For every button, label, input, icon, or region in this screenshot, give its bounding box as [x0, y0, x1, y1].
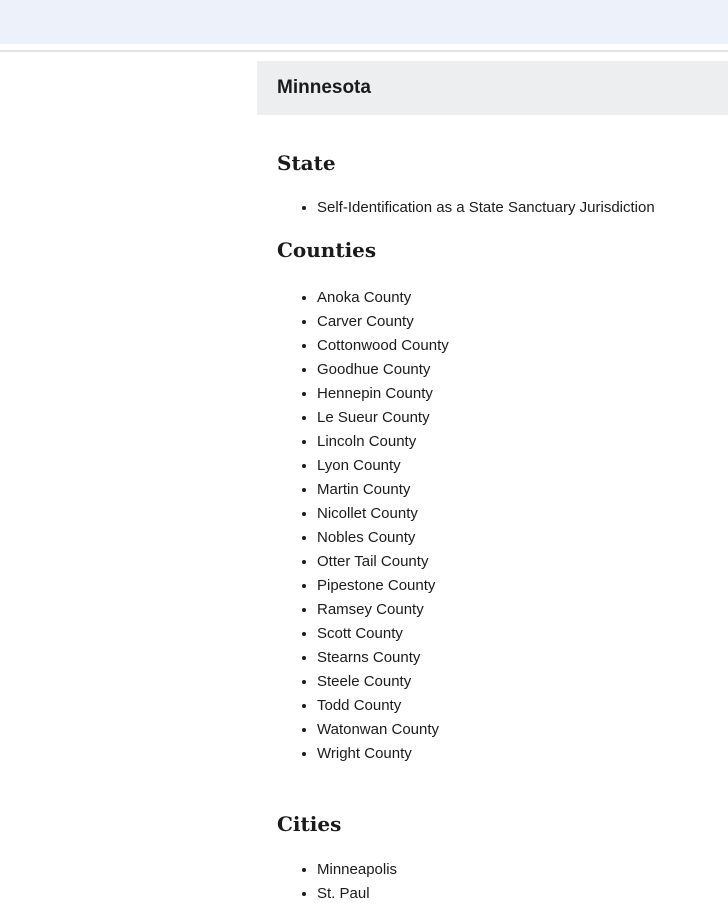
list-item: • Steele County — [317, 670, 728, 694]
list-item: • Le Sueur County — [317, 406, 728, 430]
list-item: • Pipestone County — [317, 574, 728, 598]
list-item: • Nobles County — [317, 526, 728, 550]
state-heading: State — [277, 151, 336, 175]
list-item: • Todd County — [317, 694, 728, 718]
list-item: • Wright County — [317, 742, 728, 766]
list-item: • Hennepin County — [317, 382, 728, 406]
list-item: • Anoka County — [317, 286, 728, 310]
list-item: • Minneapolis — [317, 858, 728, 882]
state-list — [277, 196, 728, 220]
section-title: Minnesota — [277, 77, 371, 98]
main-content — [257, 61, 728, 906]
list-item: • Ramsey County — [317, 598, 728, 622]
list-item: • Lyon County — [317, 454, 728, 478]
county-list — [277, 286, 728, 766]
list-item: • St. Paul — [317, 882, 728, 906]
list-item: • Lincoln County — [317, 430, 728, 454]
list-item: • Otter Tail County — [317, 550, 728, 574]
city-list — [277, 858, 728, 906]
state-section-header — [257, 61, 728, 115]
cities-heading: Cities — [277, 812, 342, 836]
list-item: • Nicollet County — [317, 502, 728, 526]
list-item: • Watonwan County — [317, 718, 728, 742]
list-item: • Carver County — [317, 310, 728, 334]
top-banner — [0, 0, 728, 44]
jurisdiction-list-body — [257, 150, 728, 906]
list-item: • Scott County — [317, 622, 728, 646]
list-item: • Cottonwood County — [317, 334, 728, 358]
list-item: • Goodhue County — [317, 358, 728, 382]
header-divider — [0, 50, 728, 52]
list-item: • Martin County — [317, 478, 728, 502]
list-item: • Stearns County — [317, 646, 728, 670]
list-item: • Self-Identification as a State Sanctuary Jurisdiction — [317, 196, 728, 220]
counties-heading: Counties — [277, 238, 377, 262]
